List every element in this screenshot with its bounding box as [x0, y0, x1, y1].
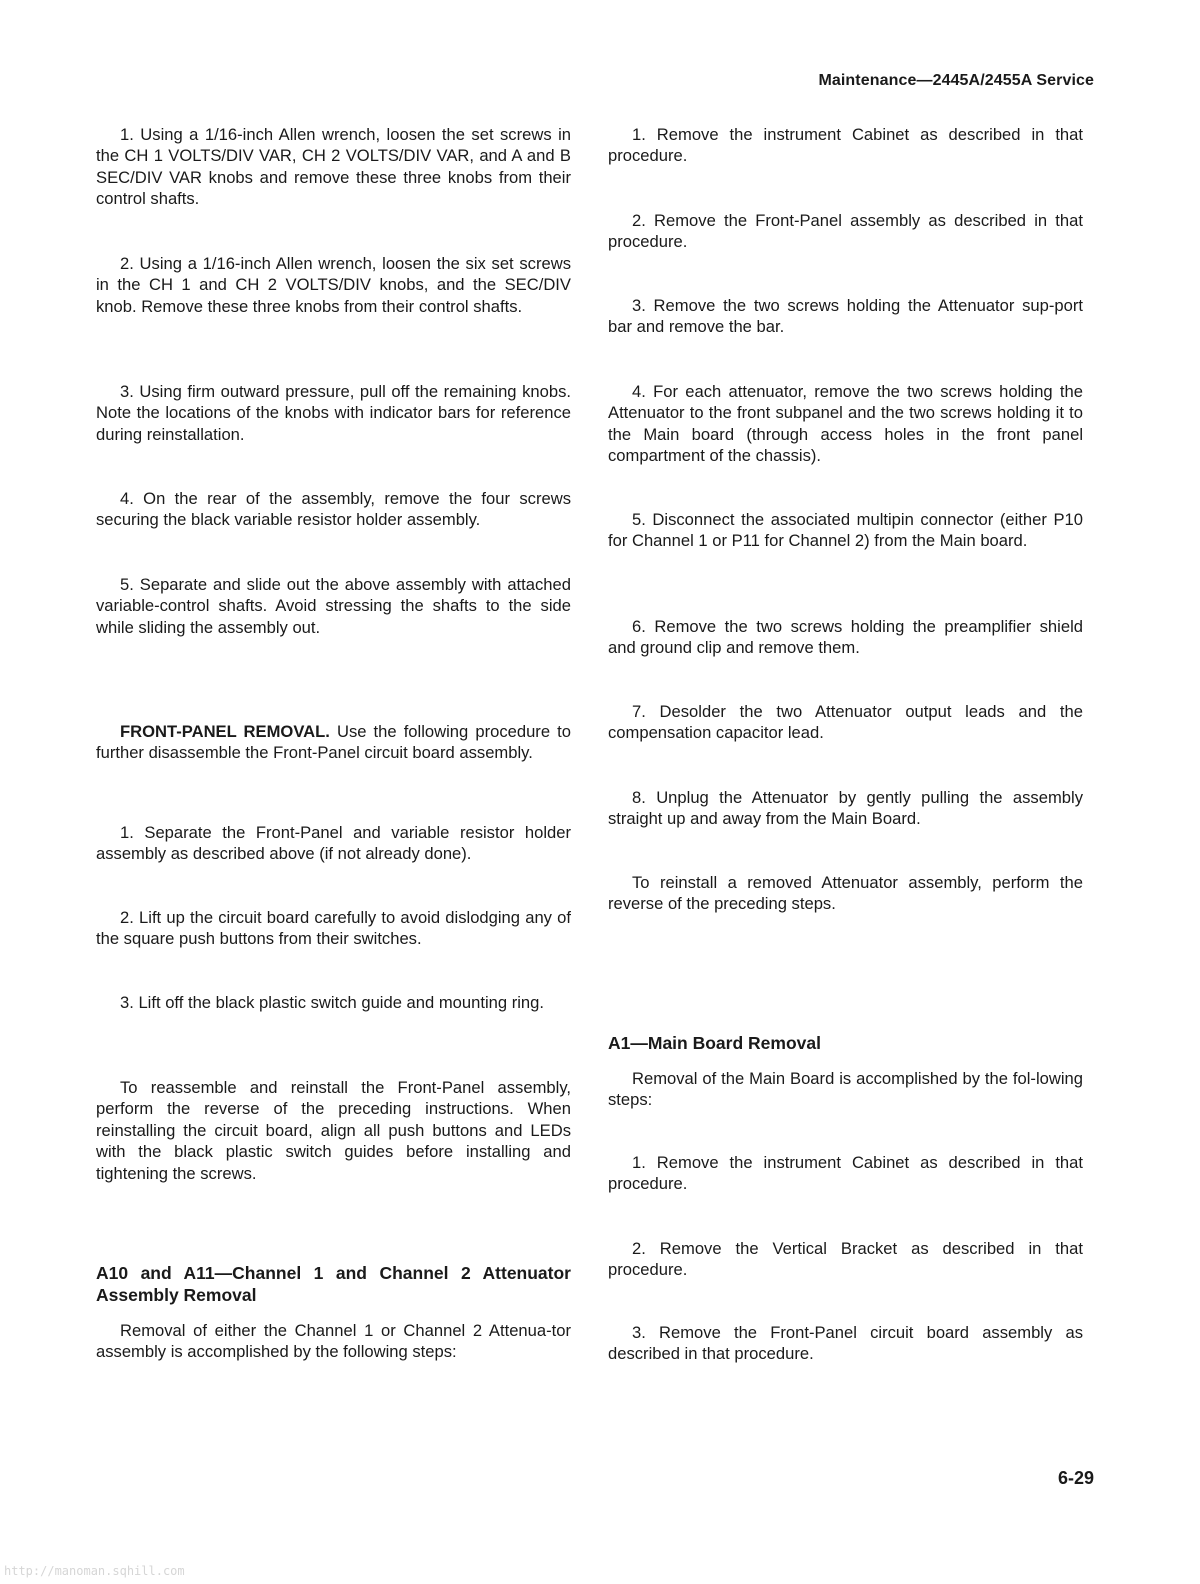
step-paragraph: 3. Remove the two screws holding the Attenuator sup-port bar and remove the bar. [608, 296, 1083, 337]
step-paragraph: 2. Remove the Front-Panel assembly as described in that procedure. [608, 211, 1083, 252]
step-paragraph: 2. Using a 1/16-inch Allen wrench, loosen the six set screws in the CH 1 and CH 2 VOLTS/DIV knobs, and the SEC/DIV knob. Remove these three knobs from their control shafts. [96, 254, 571, 316]
attenuator-section-heading: A10 and A11—Channel 1 and Channel 2 Attenuator Assembly Removal [96, 1263, 571, 1305]
running-header: Maintenance—2445A/2455A Service [818, 72, 1094, 89]
front-panel-removal-text: Use the following procedure to further disassemble the Front-Panel circuit board assembly. [96, 722, 571, 763]
step-paragraph: 5. Separate and slide out the above assembly with attached variable-control shafts. Avoid stressing the shafts to the side while sliding the assembly out. [96, 575, 571, 637]
step-paragraph: 4. On the rear of the assembly, remove the four screws securing the black variable resistor holder assembly. [96, 489, 571, 530]
step-paragraph: 1. Using a 1/16-inch Allen wrench, loosen the set screws in the CH 1 VOLTS/DIV VAR, CH 2 VOLTS/DIV VAR, and A and B SEC/DIV VAR knobs and remove these three knobs from their control shafts. [96, 125, 571, 209]
attenuator-intro: Removal of either the Channel 1 or Channel 2 Attenua-tor assembly is accomplished by the following steps: [96, 1321, 571, 1362]
step-paragraph: 4. For each attenuator, remove the two screws holding the Attenuator to the front subpanel and the two screws holding it to the Main board (through access holes in the front panel compartment of the chassis). [608, 382, 1083, 466]
reassemble-paragraph: To reassemble and reinstall the Front-Panel assembly, perform the reverse of the preceding instructions. When reinstalling the circuit board, align all push buttons and LEDs with the black plastic switch guides before installing and tightening the screws. [96, 1078, 571, 1183]
watermark-url: http://manoman.sqhill.com [4, 1564, 185, 1578]
main-board-intro: Removal of the Main Board is accomplished by the fol-lowing steps: [608, 1069, 1083, 1110]
reinstall-paragraph: To reinstall a removed Attenuator assembly, perform the reverse of the preceding steps. [608, 873, 1083, 914]
step-paragraph: 2. Remove the Vertical Bracket as described in that procedure. [608, 1239, 1083, 1280]
step-paragraph: 1. Separate the Front-Panel and variable resistor holder assembly as described above (if not already done). [96, 823, 571, 864]
step-paragraph: 7. Desolder the two Attenuator output leads and the compensation capacitor lead. [608, 702, 1083, 743]
step-paragraph: 8. Unplug the Attenuator by gently pulling the assembly straight up and away from the Main Board. [608, 788, 1083, 829]
front-panel-removal-intro [96, 721, 571, 764]
step-paragraph: 3. Remove the Front-Panel circuit board assembly as described in that procedure. [608, 1323, 1083, 1364]
step-paragraph: 1. Remove the instrument Cabinet as described in that procedure. [608, 1153, 1083, 1194]
step-paragraph: 5. Disconnect the associated multipin connector (either P10 for Channel 1 or P11 for Channel 2) from the Main board. [608, 510, 1083, 551]
step-paragraph: 2. Lift up the circuit board carefully to avoid dislodging any of the square push buttons from their switches. [96, 908, 571, 949]
step-paragraph: 1. Remove the instrument Cabinet as described in that procedure. [608, 125, 1083, 166]
front-panel-removal-runin: FRONT-PANEL REMOVAL. [120, 722, 330, 741]
step-paragraph: 3. Using firm outward pressure, pull off the remaining knobs. Note the locations of the knobs with indicator bars for reference during reinstallation. [96, 382, 571, 444]
step-paragraph: 3. Lift off the black plastic switch guide and mounting ring. [120, 993, 544, 1012]
main-board-section-heading: A1—Main Board Removal [608, 1033, 821, 1053]
step-paragraph: 6. Remove the two screws holding the preamplifier shield and ground clip and remove them. [608, 617, 1083, 658]
page-number: 6-29 [1057, 1468, 1094, 1488]
